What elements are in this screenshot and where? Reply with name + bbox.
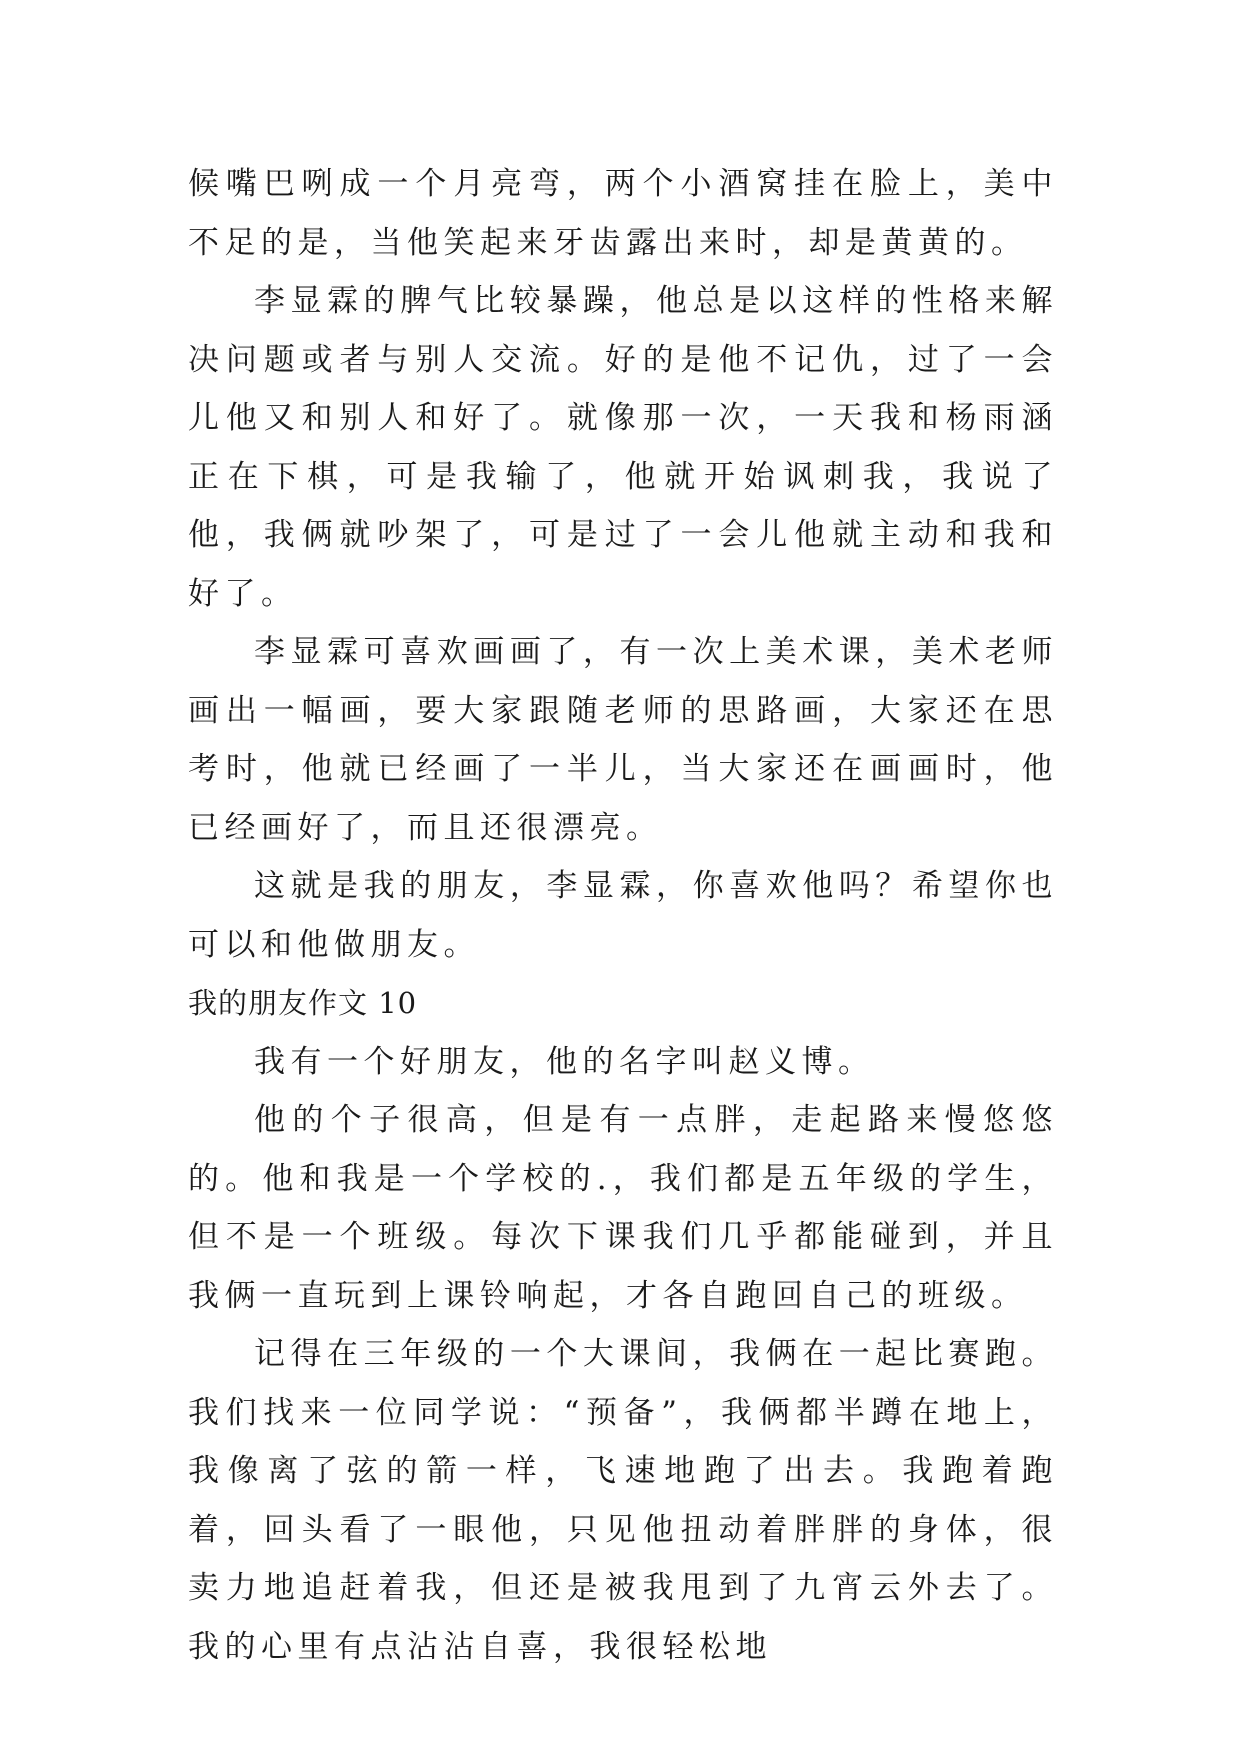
document-body: [188, 155, 1058, 1676]
paragraph-temper: 李显霖的脾气比较暴躁，他总是以这样的性格来解决问题或者与别人交流。好的是他不记仇，过了一会儿他又和别人和好了。就像那一次，一天我和杨雨涵正在下棋，可是我输了，他就开始讽刺我，我说了他，我俩就吵架了，可是过了一会儿他就主动和我和好了。: [188, 283, 1058, 612]
paragraph-closing: 这就是我的朋友，李显霖，你喜欢他吗？希望你也可以和他做朋友。: [188, 868, 1058, 963]
paragraph-intro: 我有一个好朋友，他的名字叫赵义博。: [254, 1043, 875, 1080]
paragraph-race: 记得在三年级的一个大课间，我俩在一起比赛跑。我们找来一位同学说：“预备”，我俩都半蹲在地上，我像离了弦的箭一样，飞速地跑了出去。我跑着跑着，回头看了一眼他，只见他扭动着胖胖的身体，很卖力地追赶着我，但还是被我甩到了九宵云外去了。我的心里有点沾沾自喜，我很轻松地: [188, 1336, 1058, 1665]
paragraph-continuation: 候嘴巴咧成一个月亮弯，两个小酒窝挂在脸上，美中不足的是，当他笑起来牙齿露出来时，却是黄黄的。: [188, 166, 1058, 261]
section-title: 我的朋友作文 10: [188, 986, 418, 1020]
paragraph-appearance: 他的个子很高，但是有一点胖，走起路来慢悠悠的。他和我是一个学校的.，我们都是五年级的学生，但不是一个班级。每次下课我们几乎都能碰到，并且我俩一直玩到上课铃响起，才各自跑回自己的班级。: [188, 1102, 1058, 1314]
paragraph-drawing: 李显霖可喜欢画画了，有一次上美术课，美术老师画出一幅画，要大家跟随老师的思路画，大家还在思考时，他就已经画了一半儿，当大家还在画画时，他已经画好了，而且还很漂亮。: [188, 634, 1058, 846]
